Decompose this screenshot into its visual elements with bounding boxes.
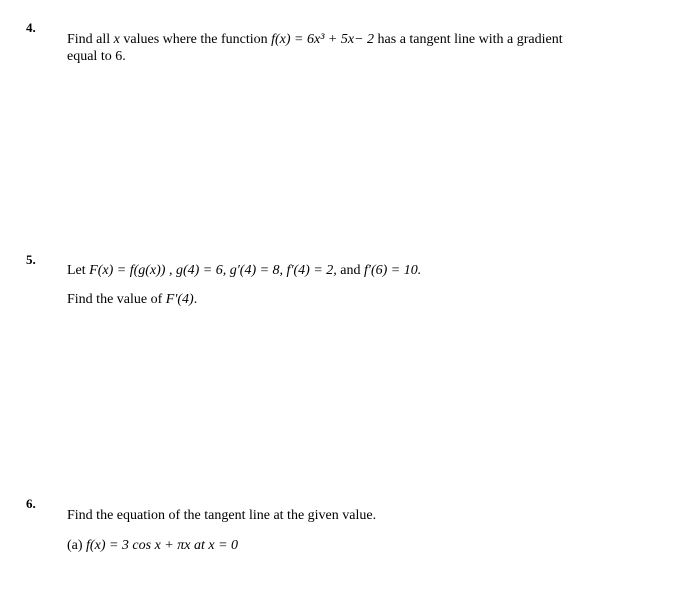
question-6-part-label: (a) [67, 538, 83, 553]
question-6-part-a [67, 537, 238, 554]
question-4-text-line-1 [67, 31, 563, 48]
question-number-5: 5. [26, 252, 36, 267]
question-number-4: 4. [26, 20, 36, 35]
question-4-variable: x [113, 32, 120, 47]
question-5-text-and: and [336, 263, 364, 278]
question-4-text-mid: values where the function [119, 32, 272, 47]
question-5-text-line-2 [67, 291, 197, 308]
question-5-line2-pre: Find the value of [67, 292, 166, 307]
question-5-math: F(x) = f(g(x)) , g(4) = 6, g′(4) = 8, f′(4) = 2, [89, 263, 337, 278]
question-6-text-line-1: Find the equation of the tangent line at the given value. [67, 508, 377, 523]
question-5-line2-post: . [193, 292, 198, 307]
question-4-text-pre: Find all [67, 32, 114, 47]
question-4-function: f(x) = 6x³ + 5x− 2 [271, 32, 375, 47]
question-5-line2-math: F′(4) [165, 292, 194, 307]
question-6-part-math: f(x) = 3 cos x + πx at x = 0 [86, 538, 239, 553]
question-4-text-line-2: equal to 6. [67, 49, 126, 64]
question-5-text-pre: Let [67, 263, 90, 278]
question-5-text-line-1 [67, 262, 421, 279]
question-number-6: 6. [26, 496, 36, 511]
question-4-text-post: has a tangent line with a gradient [374, 32, 563, 47]
question-5-math-2: f′(6) = 10. [364, 263, 422, 278]
